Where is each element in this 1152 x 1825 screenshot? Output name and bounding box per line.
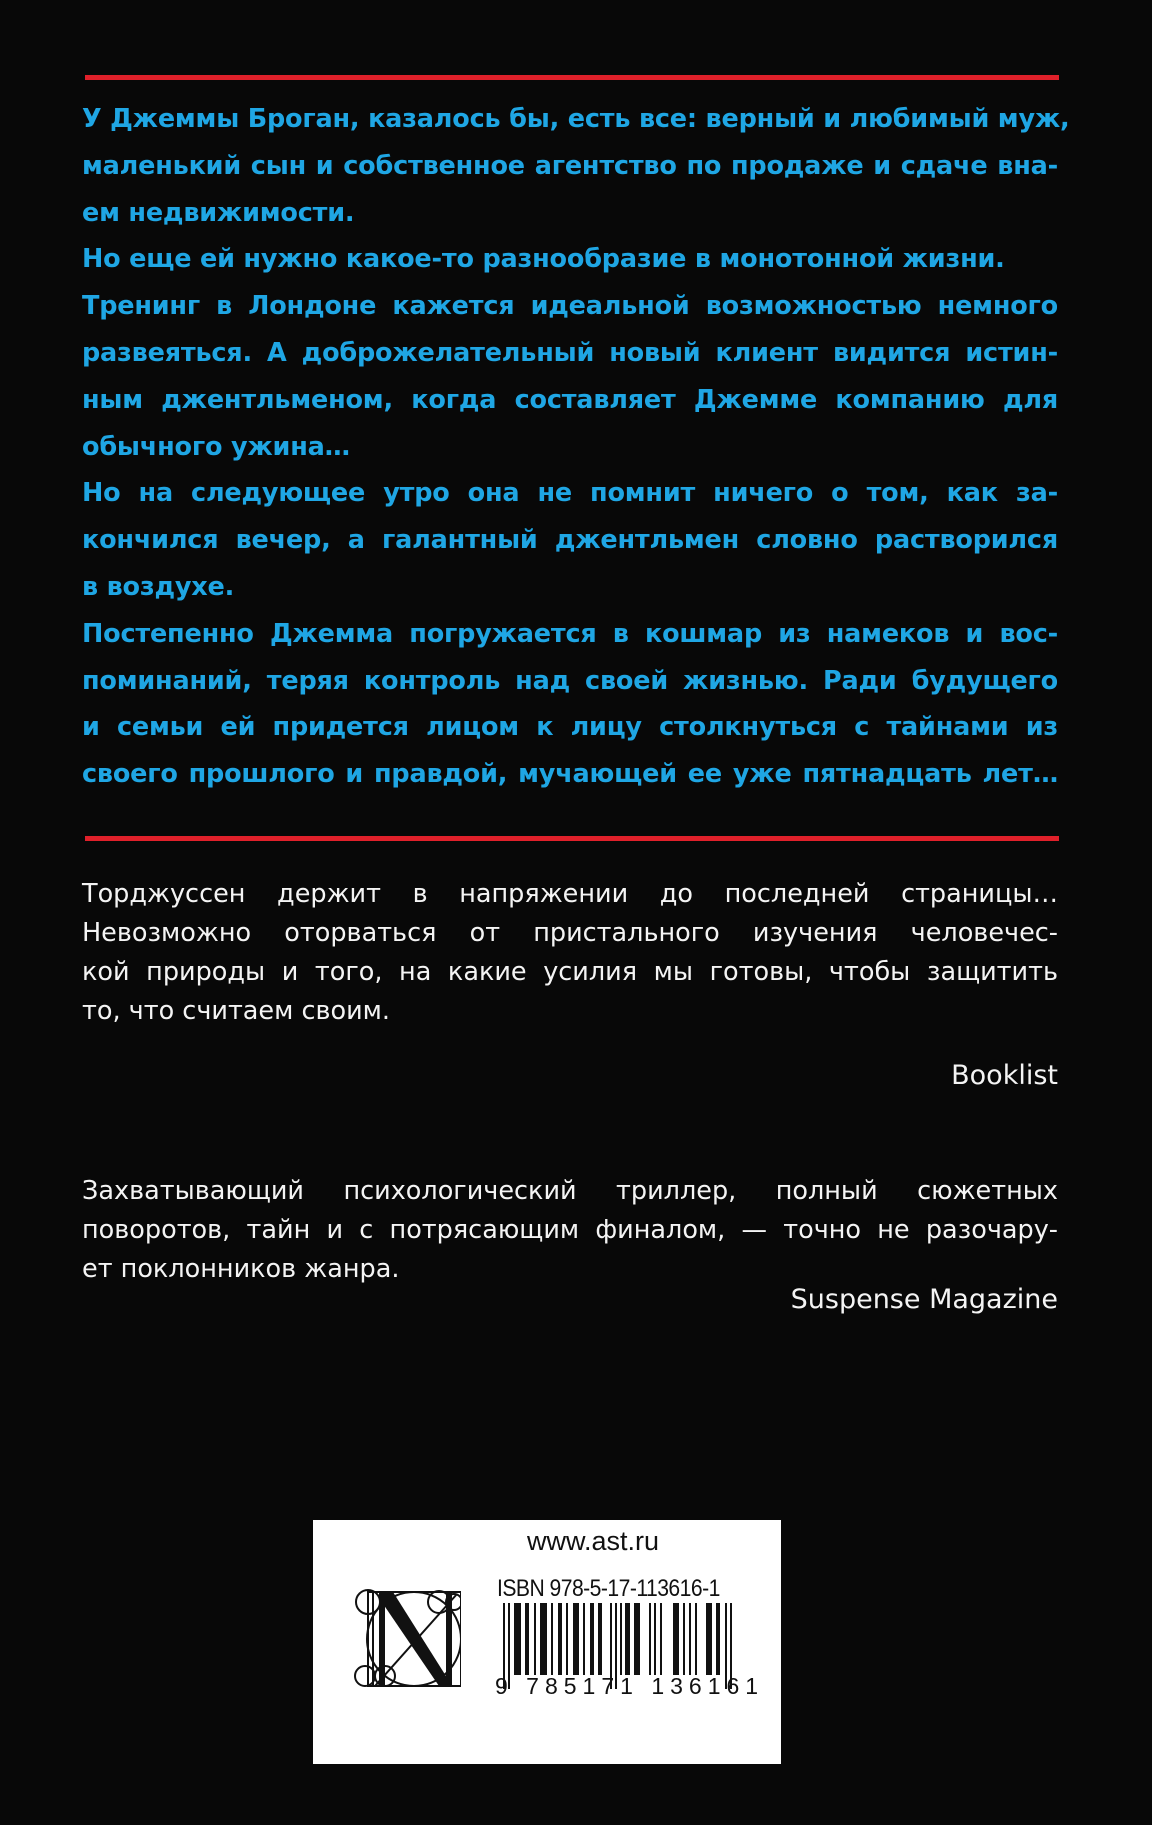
blurb-paragraph-1 bbox=[82, 96, 1070, 236]
blurb-line: Тренинг в Лондоне кажется идеальной возможностью немного bbox=[82, 291, 1058, 322]
quote-line: то, что считаем своим. bbox=[82, 996, 391, 1026]
barcode-panel bbox=[313, 1520, 781, 1764]
blurb-line: в воздухе. bbox=[82, 571, 235, 602]
review-quote-1 bbox=[82, 875, 1058, 1031]
quote-line: Невозможно оторваться от пристального изучения человечес- bbox=[82, 918, 1058, 948]
blurb-line: ным джентльменом, когда составляет Джемме компанию для bbox=[82, 384, 1058, 415]
blurb-line: маленький сын и собственное агентство по продаже и сдаче вна- bbox=[82, 150, 1058, 181]
blurb-line: обычного ужина… bbox=[82, 431, 350, 462]
isbn-label: ISBN 978-5-17-113616-1 bbox=[497, 1575, 720, 1602]
publisher-url: www.ast.ru bbox=[527, 1526, 660, 1556]
review-source-booklist: Booklist bbox=[951, 1060, 1058, 1091]
blurb-line: поминаний, теряя контроль над своей жизнью. Ради будущего bbox=[82, 665, 1058, 696]
blurb-paragraph-2 bbox=[82, 236, 1058, 470]
top-red-rule bbox=[85, 75, 1059, 80]
review-source-suspense-magazine: Suspense Magazine bbox=[790, 1284, 1058, 1315]
quote-line: поворотов, тайн и с потрясающим финалом, — точно не разочару- bbox=[82, 1215, 1058, 1245]
book-blurb bbox=[82, 96, 1070, 798]
publisher-n-monogram-icon bbox=[351, 1584, 461, 1694]
quote-line: кой природы и того, на какие усилия мы готовы, чтобы защитить bbox=[82, 957, 1058, 987]
quote-line: Торджуссен держит в напряжении до последней страницы… bbox=[82, 879, 1058, 909]
blurb-line: Но на следующее утро она не помнит ничего о том, как за- bbox=[82, 478, 1058, 509]
blurb-line: Но еще ей нужно какое-то разнообразие в монотонной жизни. bbox=[82, 244, 1005, 275]
blurb-line: ем недвижимости. bbox=[82, 197, 355, 228]
ean-digits: 9 785171 136161 bbox=[495, 1673, 765, 1699]
blurb-line: У Джеммы Броган, казалось бы, есть все: верный и любимый муж, bbox=[82, 104, 1070, 134]
blurb-line: и семьи ей придется лицом к лицу столкнуться с тайнами из bbox=[82, 712, 1058, 743]
quote-line: ет поклонников жанра. bbox=[82, 1254, 400, 1284]
blurb-paragraph-3 bbox=[82, 470, 1058, 610]
review-quote-2 bbox=[82, 1172, 1058, 1289]
blurb-paragraph-4 bbox=[82, 611, 1058, 798]
blurb-line: Постепенно Джемма погружается в кошмар из намеков и вос- bbox=[82, 618, 1058, 649]
middle-red-rule bbox=[85, 836, 1059, 841]
blurb-line: развеяться. А доброжелательный новый клиент видится истин- bbox=[82, 337, 1058, 368]
blurb-line: своего прошлого и правдой, мучающей ее уже пятнадцать лет… bbox=[82, 759, 1058, 790]
quote-line: Захватывающий психологический триллер, полный сюжетных bbox=[82, 1176, 1058, 1206]
blurb-line: кончился вечер, а галантный джентльмен словно растворился bbox=[82, 525, 1058, 556]
